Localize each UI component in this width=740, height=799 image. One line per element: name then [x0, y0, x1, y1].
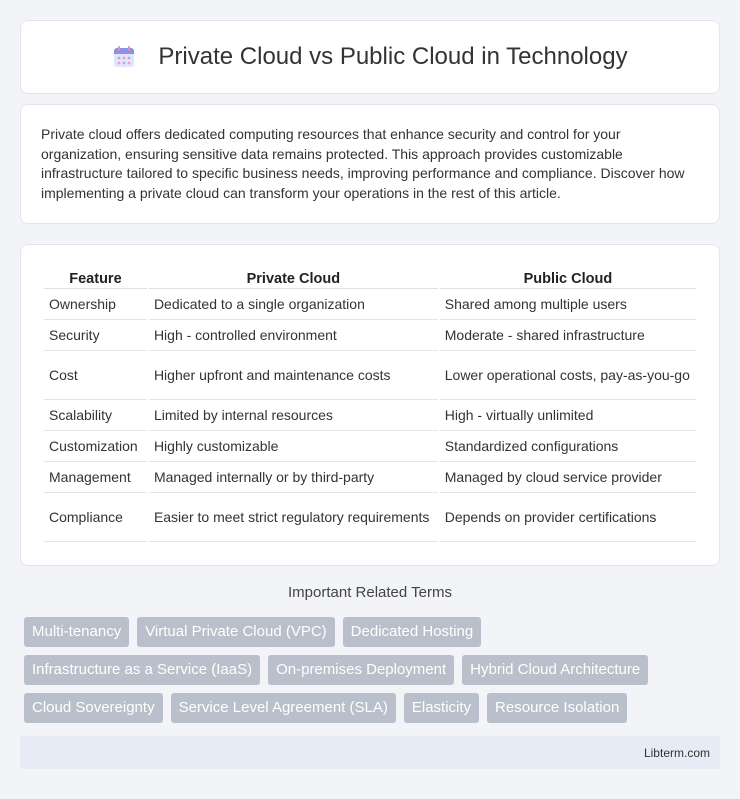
intro-paragraph: Private cloud offers dedicated computing resources that enhance security and control for your organization, ensuring sensitive data remains protected. This approach provides customizable infrastructure tailored to specific business needs, improving performance and compliance. Discover how implementing a private cloud can transform your operations in the rest of this article. — [41, 126, 685, 201]
table-row — [44, 462, 696, 493]
feature-cell: Compliance — [44, 493, 147, 542]
private-cell: Managed internally or by third-party — [149, 462, 438, 493]
feature-cell: Cost — [44, 351, 147, 400]
feature-cell: Management — [44, 462, 147, 493]
related-terms-list — [24, 617, 704, 723]
header-card — [20, 20, 720, 94]
related-term-tag[interactable]: Hybrid Cloud Architecture — [462, 655, 648, 685]
private-cell: Higher upfront and maintenance costs — [149, 351, 438, 400]
table-row — [44, 400, 696, 431]
related-term-tag[interactable]: Multi-tenancy — [24, 617, 129, 647]
related-term-tag[interactable]: Dedicated Hosting — [343, 617, 482, 647]
public-cell: Managed by cloud service provider — [440, 462, 696, 493]
footer-bar — [20, 736, 720, 769]
public-cell: High - virtually unlimited — [440, 400, 696, 431]
private-cell: Dedicated to a single organization — [149, 289, 438, 320]
private-cell: High - controlled environment — [149, 320, 438, 351]
comparison-card — [20, 244, 720, 566]
table-row — [44, 351, 696, 400]
related-term-tag[interactable]: Cloud Sovereignty — [24, 693, 163, 723]
feature-cell: Security — [44, 320, 147, 351]
comparison-table — [42, 265, 698, 542]
private-cell: Easier to meet strict regulatory requirements — [149, 493, 438, 542]
public-cell: Depends on provider certifications — [440, 493, 696, 542]
table-header-row — [44, 265, 696, 289]
header-public-cloud: Public Cloud — [440, 265, 696, 289]
related-term-tag[interactable]: Resource Isolation — [487, 693, 627, 723]
feature-cell: Scalability — [44, 400, 147, 431]
calendar-icon — [112, 45, 136, 69]
related-terms-title: Important Related Terms — [288, 584, 452, 601]
table-row — [44, 289, 696, 320]
private-cell: Highly customizable — [149, 431, 438, 462]
table-row — [44, 493, 696, 542]
related-term-tag[interactable]: Infrastructure as a Service (IaaS) — [24, 655, 260, 685]
related-term-tag[interactable]: Elasticity — [404, 693, 479, 723]
header-private-cloud: Private Cloud — [149, 265, 438, 289]
public-cell: Moderate - shared infrastructure — [440, 320, 696, 351]
page-title: Private Cloud vs Public Cloud in Technology — [158, 43, 628, 70]
table-row — [44, 320, 696, 351]
public-cell: Shared among multiple users — [440, 289, 696, 320]
related-term-tag[interactable]: Service Level Agreement (SLA) — [171, 693, 396, 723]
table-row — [44, 431, 696, 462]
feature-cell: Ownership — [44, 289, 147, 320]
public-cell: Standardized configurations — [440, 431, 696, 462]
public-cell: Lower operational costs, pay-as-you-go — [440, 351, 696, 400]
feature-cell: Customization — [44, 431, 147, 462]
title-wrap — [112, 43, 627, 71]
related-term-tag[interactable]: On-premises Deployment — [268, 655, 454, 685]
intro-card — [20, 104, 720, 224]
related-term-tag[interactable]: Virtual Private Cloud (VPC) — [137, 617, 334, 647]
header-feature: Feature — [44, 265, 147, 289]
footer-site-link[interactable]: Libterm.com — [643, 745, 710, 760]
private-cell: Limited by internal resources — [149, 400, 438, 431]
